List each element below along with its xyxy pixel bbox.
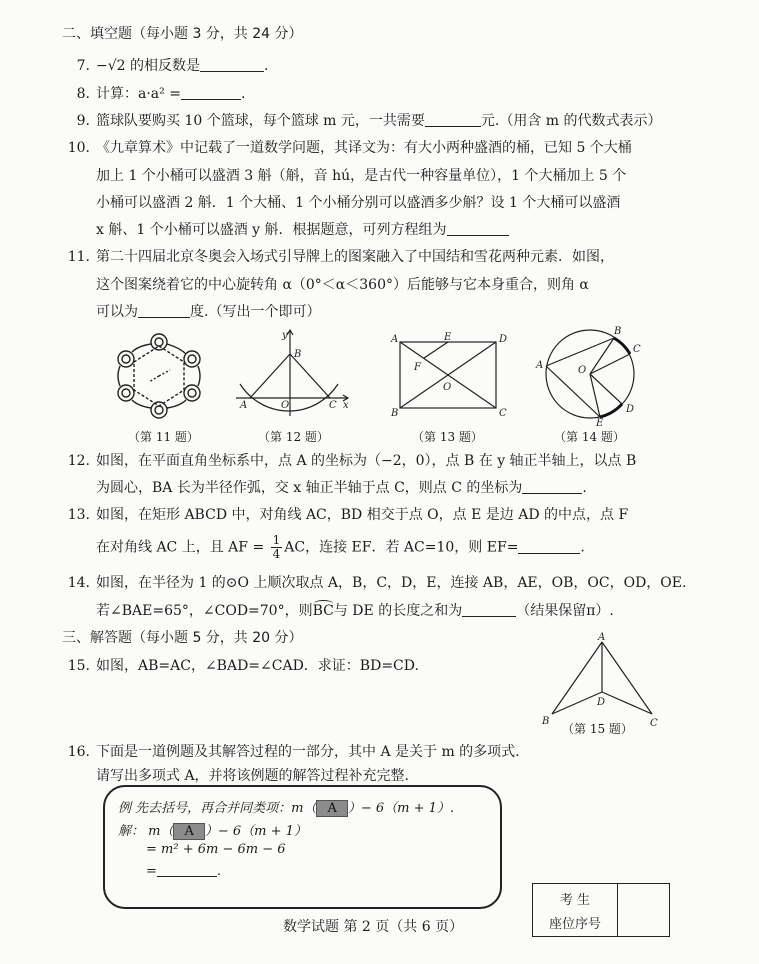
figure-13-rectangle [388, 330, 510, 422]
page-footer: 数学试题 第 2 页（共 6 页） [283, 919, 464, 935]
fig12-label-C: C [329, 400, 337, 411]
question-7: 7. −√2 的相反数是 . [76, 58, 269, 74]
example-line-4: = . [146, 864, 222, 879]
seat-number-label: 考 生 座位序号 [533, 884, 618, 936]
answer-blank[interactable] [425, 112, 481, 127]
answer-blank[interactable] [181, 85, 241, 100]
question-13-line-1: 13. 如图，在矩形 ABCD 中，对角线 AC，BD 相交于点 O，点 E 是边 AD 的中点，点 F [67, 507, 629, 523]
fig14-label-D: D [626, 404, 635, 415]
seat-number-field[interactable] [619, 884, 669, 936]
example-line-3: = m² + 6m − 6m − 6 [146, 842, 286, 857]
question-11-line-1: 11. 第二十四届北京冬奥会入场式引导牌上的图案融入了中国结和雪花两种元素．如图， [67, 249, 614, 265]
answer-blank[interactable] [518, 539, 580, 554]
fig13-label-D: D [499, 334, 508, 345]
question-14-line-2: 若∠BAE=65°，∠COD=70°，则 BC与 DE 的长度之和为 （结果保留π）. [96, 601, 614, 621]
question-11-line-3: 可以为 度.（写出一个即可） [96, 304, 321, 320]
fig13-label-B: B [391, 408, 399, 419]
fig15-label-A: A [598, 632, 606, 643]
answer-blank[interactable] [200, 57, 264, 72]
polynomial-A-badge: A [316, 800, 347, 817]
figure-13-caption: （第 13 题） [412, 430, 483, 444]
question-12-line-1: 12. 如图，在平面直角坐标系中，点 A 的坐标为（−2，0），点 B 在 y 轴正半轴上，以点 B [67, 453, 637, 469]
example-line-1: 例 先去括号，再合并同类项：m（ A ）− 6（m + 1）. [118, 801, 455, 816]
fig15-label-C: C [650, 718, 658, 728]
fig13-label-F: F [414, 362, 421, 373]
figure-11-caption: （第 11 题） [128, 430, 199, 444]
question-10-line-4: x 斛、1 个小桶可以盛酒 y 斛．根据题意，可列方程组为 [96, 220, 509, 240]
polynomial-A-badge: A [173, 823, 204, 840]
question-10-line-1: 10. 《九章算术》中记载了一道数学问题，其译文为：有大小两种盛酒的桶，已知 5 个大桶 [67, 140, 632, 156]
fig14-label-O: O [578, 365, 587, 376]
fig14-label-C: C [633, 344, 641, 355]
fig13-label-C: C [499, 408, 507, 419]
figure-15-triangle [540, 630, 660, 728]
example-line-2: 解： m（ A ）− 6（m + 1） [118, 824, 307, 839]
answer-blank[interactable] [522, 479, 582, 494]
arc-bc: BC [313, 601, 334, 621]
question-12-line-2: 为圆心，BA 长为半径作弧，交 x 轴正半轴于点 C，则点 C 的坐标为 . [96, 480, 587, 496]
figure-14-circle [530, 322, 650, 426]
figure-12-caption: （第 12 题） [258, 430, 329, 444]
fig13-label-E: E [444, 332, 452, 343]
figure-12-arc-on-axes [232, 326, 352, 420]
fig12-label-x: x [343, 400, 349, 411]
fig15-label-D: D [597, 697, 606, 708]
question-11-line-2: 这个图案绕着它的中心旋转角 α（0°＜α＜360°）后能够与它本身重合，则角 α [96, 277, 589, 293]
section-2-heading: 二、填空题（每小题 3 分，共 24 分） [62, 26, 303, 42]
fig13-label-O: O [443, 382, 452, 393]
question-8: 8. 计算：a·a² = . [76, 86, 246, 102]
question-14-line-1: 14. 如图，在半径为 1 的⊙O 上顺次取点 A，B，C，D，E，连接 AB，AE，OB，OC，OD，OE. [67, 575, 687, 591]
figure-14-caption: （第 14 题） [554, 430, 625, 444]
seat-number-box [532, 883, 670, 937]
answer-blank[interactable] [447, 221, 509, 236]
question-16-line-2: 请写出多项式 A，并将该例题的解答过程补充完整. [96, 768, 410, 784]
answer-blank[interactable] [157, 862, 217, 877]
fig13-label-A: A [391, 334, 399, 345]
fig12-label-B: B [294, 349, 302, 360]
answer-blank[interactable] [138, 303, 190, 318]
question-10-line-3: 小桶可以盛酒 2 斛．1 个大桶、1 个小桶分别可以盛酒多少斛？设 1 个大桶可以盛酒 [96, 195, 621, 211]
fig14-label-B: B [614, 326, 622, 337]
fraction-one-quarter: $\frac{1}{4}$ [272, 533, 281, 561]
question-13-line-2: 在对角线 AC 上，且 AF = $\frac{1}{4}$ AC，连接 EF．若 AC=10，则 EF= . [96, 533, 585, 561]
fig12-label-y: y [282, 330, 288, 341]
section-3-heading: 三、解答题（每小题 5 分，共 20 分） [62, 630, 303, 646]
question-9: 9. 篮球队要购买 10 个篮球，每个篮球 m 元，一共需要 元.（用含 m 的代数式表示） [76, 113, 662, 129]
answer-blank[interactable] [462, 602, 516, 617]
figure-15-caption: （第 15 题） [562, 722, 633, 736]
fig15-label-B: B [542, 716, 550, 727]
fig14-label-E: E [596, 418, 604, 426]
question-15: 15. 如图，AB=AC，∠BAD=∠CAD．求证：BD=CD. [67, 658, 419, 674]
fig14-label-A: A [536, 360, 544, 371]
fig12-label-O: O [281, 400, 290, 411]
figure-11-knot-pattern [104, 330, 214, 422]
question-16-line-1: 16. 下面是一道例题及其解答过程的一部分，其中 A 是关于 m 的多项式. [67, 744, 520, 760]
fig12-label-A: A [240, 400, 248, 411]
question-10-line-2: 加上 1 个小桶可以盛酒 3 斛（斛，音 hú，是古代一种容量单位），1 个大桶加上 5 个 [96, 168, 627, 184]
